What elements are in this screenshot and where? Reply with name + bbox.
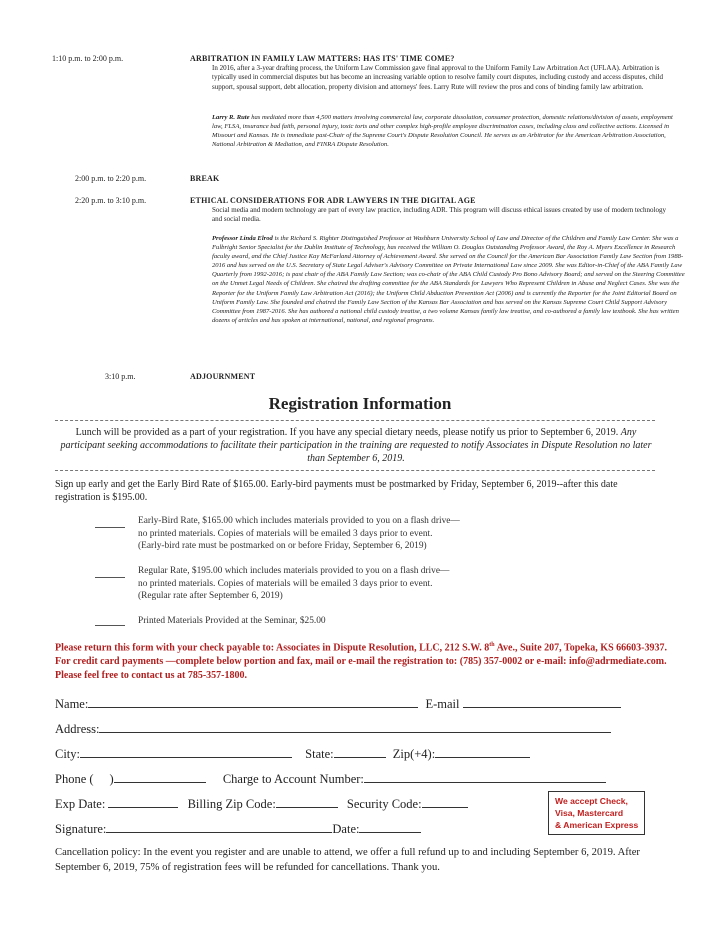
session-2-description: Social media and modern technology are part of every law practice, including ADR. This program will discuss ethical issues created by use of modern technology and social media.	[212, 206, 666, 224]
divider-top	[55, 420, 655, 421]
email-field[interactable]	[463, 695, 621, 708]
payment-instructions	[55, 638, 675, 683]
area-code-field[interactable]	[94, 771, 110, 783]
session-1-title: ARBITRATION IN FAMILY LAW MATTERS: HAS ITS' TIME COME?	[190, 54, 455, 63]
name-label: Name:	[55, 697, 89, 711]
session-1-time: 1:10 p.m. to 2:00 p.m.	[52, 54, 124, 63]
date-label: Date:	[332, 822, 360, 836]
early-bird-note: Sign up early and get the Early Bird Rate of $165.00. Early-bird payments must be postmarked by Friday, September 6, 2019--after this date registration is $195.00.	[55, 479, 618, 503]
exp-row	[55, 795, 468, 812]
early-bird-checkline[interactable]	[95, 527, 125, 528]
registration-heading: Registration Information	[268, 394, 452, 413]
adjournment-time: 3:10 p.m.	[105, 372, 136, 381]
state-field[interactable]	[334, 745, 386, 758]
accommodation-text: Any participant seeking accommodations to facilitate their participation in the training are requested to notify Associates in Dispute Resolution no later than September 6, 2019.	[60, 427, 652, 464]
speaker-bio-text: has mediated more than 4,500 matters involving commercial law, corporate dissolution, consumer protection, domestic relations/division of assets, employment law, FLSA, insurance bad faith, personal injury, toxic torts and other complex high-profile employee discrimination cases, including class and collective actions. Licensed in Missouri and Kansas. He is immediate past-Chair of the Supreme Court's Dispute Resolution Council. He serves as an Arbitrator for the American Arbitration Association, National Arbitration & Mediation, and FINRA Dispute Resolution.	[212, 114, 673, 149]
zip-field[interactable]	[435, 745, 530, 758]
city-row	[55, 745, 530, 762]
speaker-bio-text: is the Richard S. Righter Distinguished Professor at Washburn University School of Law and Director of the Children and Family Law Center. She was a Fulbright Senior Specialist for the Dublin Institute of Technology, has received the William O. Douglas Outstanding Professor Award, the Roy A. Myers Excellence in Research faculty award, and the Chief Justice Kay McFarland Attorney of Achievement Award. She served on the Council for the American Bar Association Family Law Section from 1988-2016 and has served on the U.S. Secretary of State Legal Adviser's Advisory Committee on Private International Law since 2009. She was Editor-in-Chief of the ABA Family Law Quarterly from 1992-2016; is past chair of the ABA Family Law Section; was co-chair of the ABA Child Custody Pro Bono Advisory Board; and served on the Steering Committee on the Unmet Legal Needs of Children. She chaired the drafting committee for the ABA Standards for Lawyers Who Represent Children in Abuse and Neglect Cases. She was the Reporter for the Uniform Family Law Arbitration Act (2016); the Uniform Child Abduction Prevention Act (2006) and is currently the Reporter for the Joint Editorial Board on Uniform Family Law. She founded and chaired the Family Law Section of the Kansas Bar Association and has served on the Kansas Supreme Court Child Support Advisory Committee from 1987-2016. She has authored a national child custody treatise, a two volume Kansas family law treatise, and co-authored a family law textbook. She has written dozens of articles and has spoken at international, national, and regional programs.	[212, 235, 685, 324]
name-row	[55, 695, 621, 712]
city-label: City:	[55, 747, 81, 761]
email-label: E-mail	[425, 697, 460, 711]
divider-bottom	[55, 470, 655, 471]
option-line: Early-Bird Rate, $165.00 which includes materials provided to you on a flash drive—	[138, 516, 460, 526]
option-line: Regular Rate, $195.00 which includes materials provided to you on a flash drive—	[138, 566, 450, 576]
accept-line: Visa, Mastercard	[555, 808, 624, 818]
accepted-payments-box	[548, 791, 645, 835]
billing-zip-label: Billing Zip Code:	[187, 797, 276, 811]
security-code-field[interactable]	[422, 795, 468, 808]
phone-row	[55, 770, 606, 787]
option-line: (Early-bird rate must be postmarked on or before Friday, September 6, 2019)	[138, 541, 427, 551]
signature-field[interactable]	[106, 820, 332, 833]
break-time: 2:00 p.m. to 2:20 p.m.	[75, 174, 147, 183]
adjournment-title: ADJOURNMENT	[190, 372, 256, 381]
printed-materials-checkline[interactable]	[95, 625, 125, 626]
option-printed-materials	[138, 615, 326, 628]
instructions-part-1: Please return this form with your check payable to: Associates in Dispute Resolution, LLC, 212 S.W. 8	[55, 642, 490, 654]
city-field[interactable]	[80, 745, 292, 758]
phone-label: Phone (	[55, 772, 94, 786]
signature-row	[55, 820, 421, 837]
state-label: State:	[305, 747, 334, 761]
date-field[interactable]	[359, 820, 421, 833]
zip-label: Zip(+4):	[392, 747, 436, 761]
session-1-description: In 2016, after a 3-year drafting process, the Uniform Law Commission gave final approval to the Uniform Family Law Arbitration Act (UFLAA). Arbitration is typically used in commercial disputes but has become an increasing variable option to resolve family court disputes, including custody and access disputes, child support, spousal support, debt allocation, property division and attorneys' fees. Larry Rute will review the pros and cons of binding family law arbitration.	[212, 64, 663, 91]
address-field[interactable]	[99, 720, 611, 733]
security-code-label: Security Code:	[346, 797, 422, 811]
phone-close-paren: )	[109, 772, 114, 786]
session-2-time: 2:20 p.m. to 3:10 p.m.	[75, 196, 147, 205]
option-line: (Regular rate after September 6, 2019)	[138, 591, 283, 601]
session-2-title: ETHICAL CONSIDERATIONS FOR ADR LAWYERS IN THE DIGITAL AGE	[190, 196, 476, 205]
address-row	[55, 720, 611, 737]
session-2-speaker-bio	[212, 234, 686, 325]
ordinal-suffix: th	[489, 642, 495, 648]
account-number-field[interactable]	[364, 770, 606, 783]
cancellation-policy: Cancellation policy: In the event you register and are unable to attend, we offer a full refund up to and including September 6, 2019. After September 6, 2019, 75% of registration fees will be refunded for cancellations. Thank you.	[55, 847, 640, 873]
lunch-text: Lunch will be provided as a part of your registration. If you have any special dietary needs, please notify us prior to September 6, 2019.	[75, 427, 621, 438]
option-line: no printed materials. Copies of materials will be emailed 3 days prior to event.	[138, 528, 433, 539]
signature-label: Signature:	[55, 822, 107, 836]
billing-zip-field[interactable]	[276, 795, 338, 808]
lunch-notice	[56, 426, 656, 465]
session-1-speaker-bio	[212, 113, 684, 149]
option-line: no printed materials. Copies of materials will be emailed 3 days prior to event.	[138, 578, 433, 589]
option-regular	[138, 565, 449, 603]
speaker-name: Professor Linda Elrod	[212, 235, 273, 242]
phone-field[interactable]	[114, 770, 206, 783]
charge-label: Charge to Account Number:	[222, 772, 364, 786]
exp-label: Exp Date:	[55, 797, 106, 811]
regular-rate-checkline[interactable]	[95, 577, 125, 578]
accept-line: We accept Check,	[555, 796, 628, 806]
exp-date-field[interactable]	[108, 795, 178, 808]
instructions-part-2: Ave., Suite 207, Topeka, KS 66603-3937. For credit card payments —complete below portion and fax, mail or e-mail the registration to: (785) 357-0002 or e-mail: info@adrmediate.com. Please feel free to contact us at 785-357-1800.	[55, 642, 667, 682]
accept-line: & American Express	[555, 820, 639, 830]
address-label: Address:	[55, 722, 100, 736]
name-field[interactable]	[88, 695, 418, 708]
option-early-bird	[138, 515, 460, 553]
speaker-name: Larry R. Rute	[212, 114, 250, 121]
break-title: BREAK	[190, 174, 220, 183]
option-line: Printed Materials Provided at the Seminar, $25.00	[138, 616, 326, 626]
